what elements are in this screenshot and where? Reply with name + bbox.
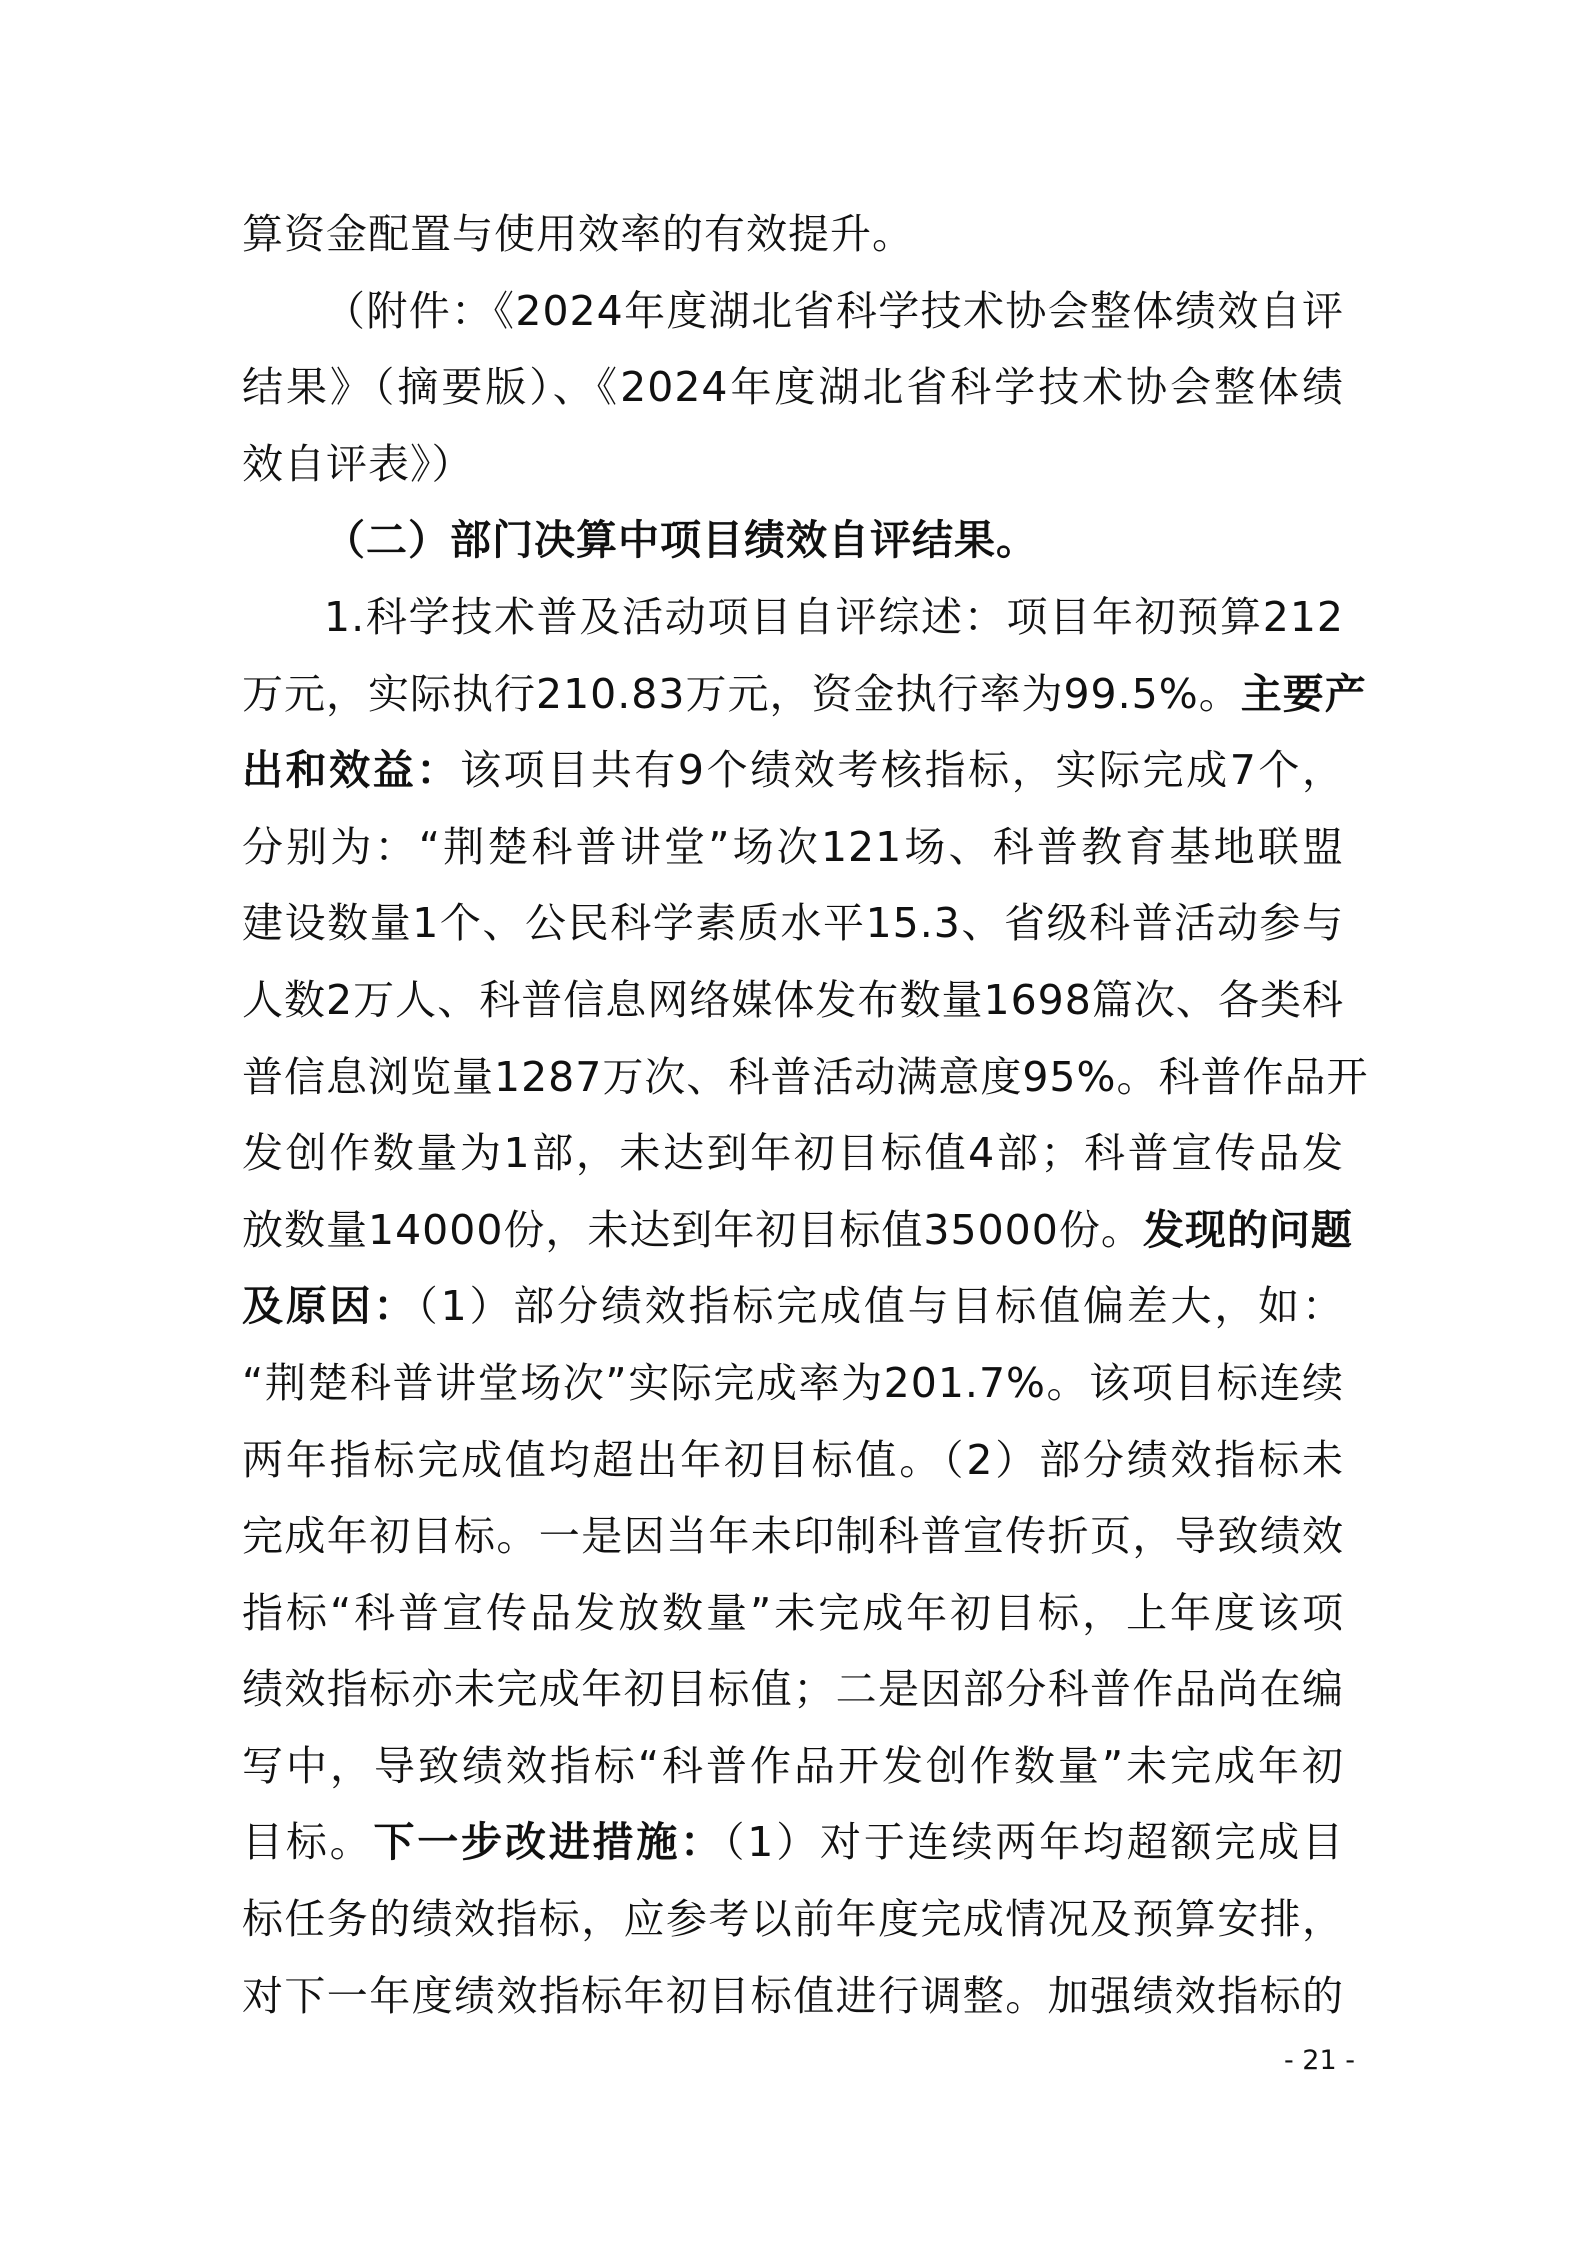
attachment-note-line: 效自评表》）: [242, 439, 474, 488]
page-number: - 21 -: [1283, 2045, 1355, 2076]
paragraph-line: 标任务的绩效指标，应参考以前年度完成情况及预算安排，: [242, 1895, 1344, 1944]
paragraph-line: 万元，实际执行210.83万元，资金执行率为99.5%。主要产: [242, 669, 1367, 718]
paragraph-line: “荆楚科普讲堂场次”实际完成率为201.7%。该项目标连续: [242, 1358, 1344, 1407]
section-heading: （二）部门决算中项目绩效自评结果。: [324, 516, 1038, 565]
attachment-note-line: （附件：《2024年度湖北省科学技术协会整体绩效自评: [324, 286, 1344, 335]
paragraph-line: 出和效益：该项目共有9个绩效考核指标，实际完成7个，: [242, 746, 1345, 795]
attachment-note-line: 结果》（摘要版）、《2024年度湖北省科学技术协会整体绩: [242, 363, 1344, 412]
bold-label: 及原因：: [242, 1282, 418, 1331]
paragraph-line: 分别为：“荆楚科普讲堂”场次121场、科普教育基地联盟: [242, 822, 1344, 871]
paragraph-line: 人数2万人、科普信息网络媒体发布数量1698篇次、各类科: [242, 975, 1344, 1024]
paragraph-line: 普信息浏览量1287万次、科普活动满意度95%。科普作品开: [242, 1052, 1369, 1101]
paragraph-line: 指标“科普宣传品发放数量”未完成年初目标，上年度该项: [242, 1588, 1344, 1637]
body-text: [242, 196, 1369, 2034]
paragraph-line: 两年指标完成值均超出年初目标值。（2）部分绩效指标未: [242, 1435, 1344, 1484]
bold-label: 发现的问题: [1142, 1205, 1353, 1254]
paragraph-line: 及原因：（1）部分绩效指标完成值与目标值偏差大，如：: [242, 1282, 1344, 1331]
paragraph-line: 放数量14000份，未达到年初目标值35000份。发现的问题: [242, 1205, 1353, 1254]
paragraph-line: 发创作数量为1部，未达到年初目标值4部；科普宣传品发: [242, 1129, 1344, 1178]
bold-label: 主要产: [1240, 669, 1367, 718]
paragraph-line: 目标。下一步改进措施：（1）对于连续两年均超额完成目: [242, 1818, 1344, 1867]
paragraph-line: 完成年初目标。一是因当年未印制科普宣传折页，导致绩效: [242, 1512, 1344, 1561]
bold-label: 出和效益：: [242, 746, 460, 795]
paragraph-line: 写中，导致绩效指标“科普作品开发创作数量”未完成年初: [242, 1741, 1344, 1790]
paragraph-line: 对下一年度绩效指标年初目标值进行调整。加强绩效指标的: [242, 1971, 1344, 2020]
bold-label: 下一步改进措施：: [373, 1818, 724, 1867]
paragraph-line: 1.科学技术普及活动项目自评综述：项目年初预算212: [324, 592, 1344, 641]
paragraph-line: 建设数量1个、公民科学素质水平15.3、省级科普活动参与: [242, 899, 1344, 948]
paragraph-line: 算资金配置与使用效率的有效提升。: [242, 210, 914, 258]
paragraph-line: 绩效指标亦未完成年初目标值；二是因部分科普作品尚在编: [242, 1665, 1344, 1714]
